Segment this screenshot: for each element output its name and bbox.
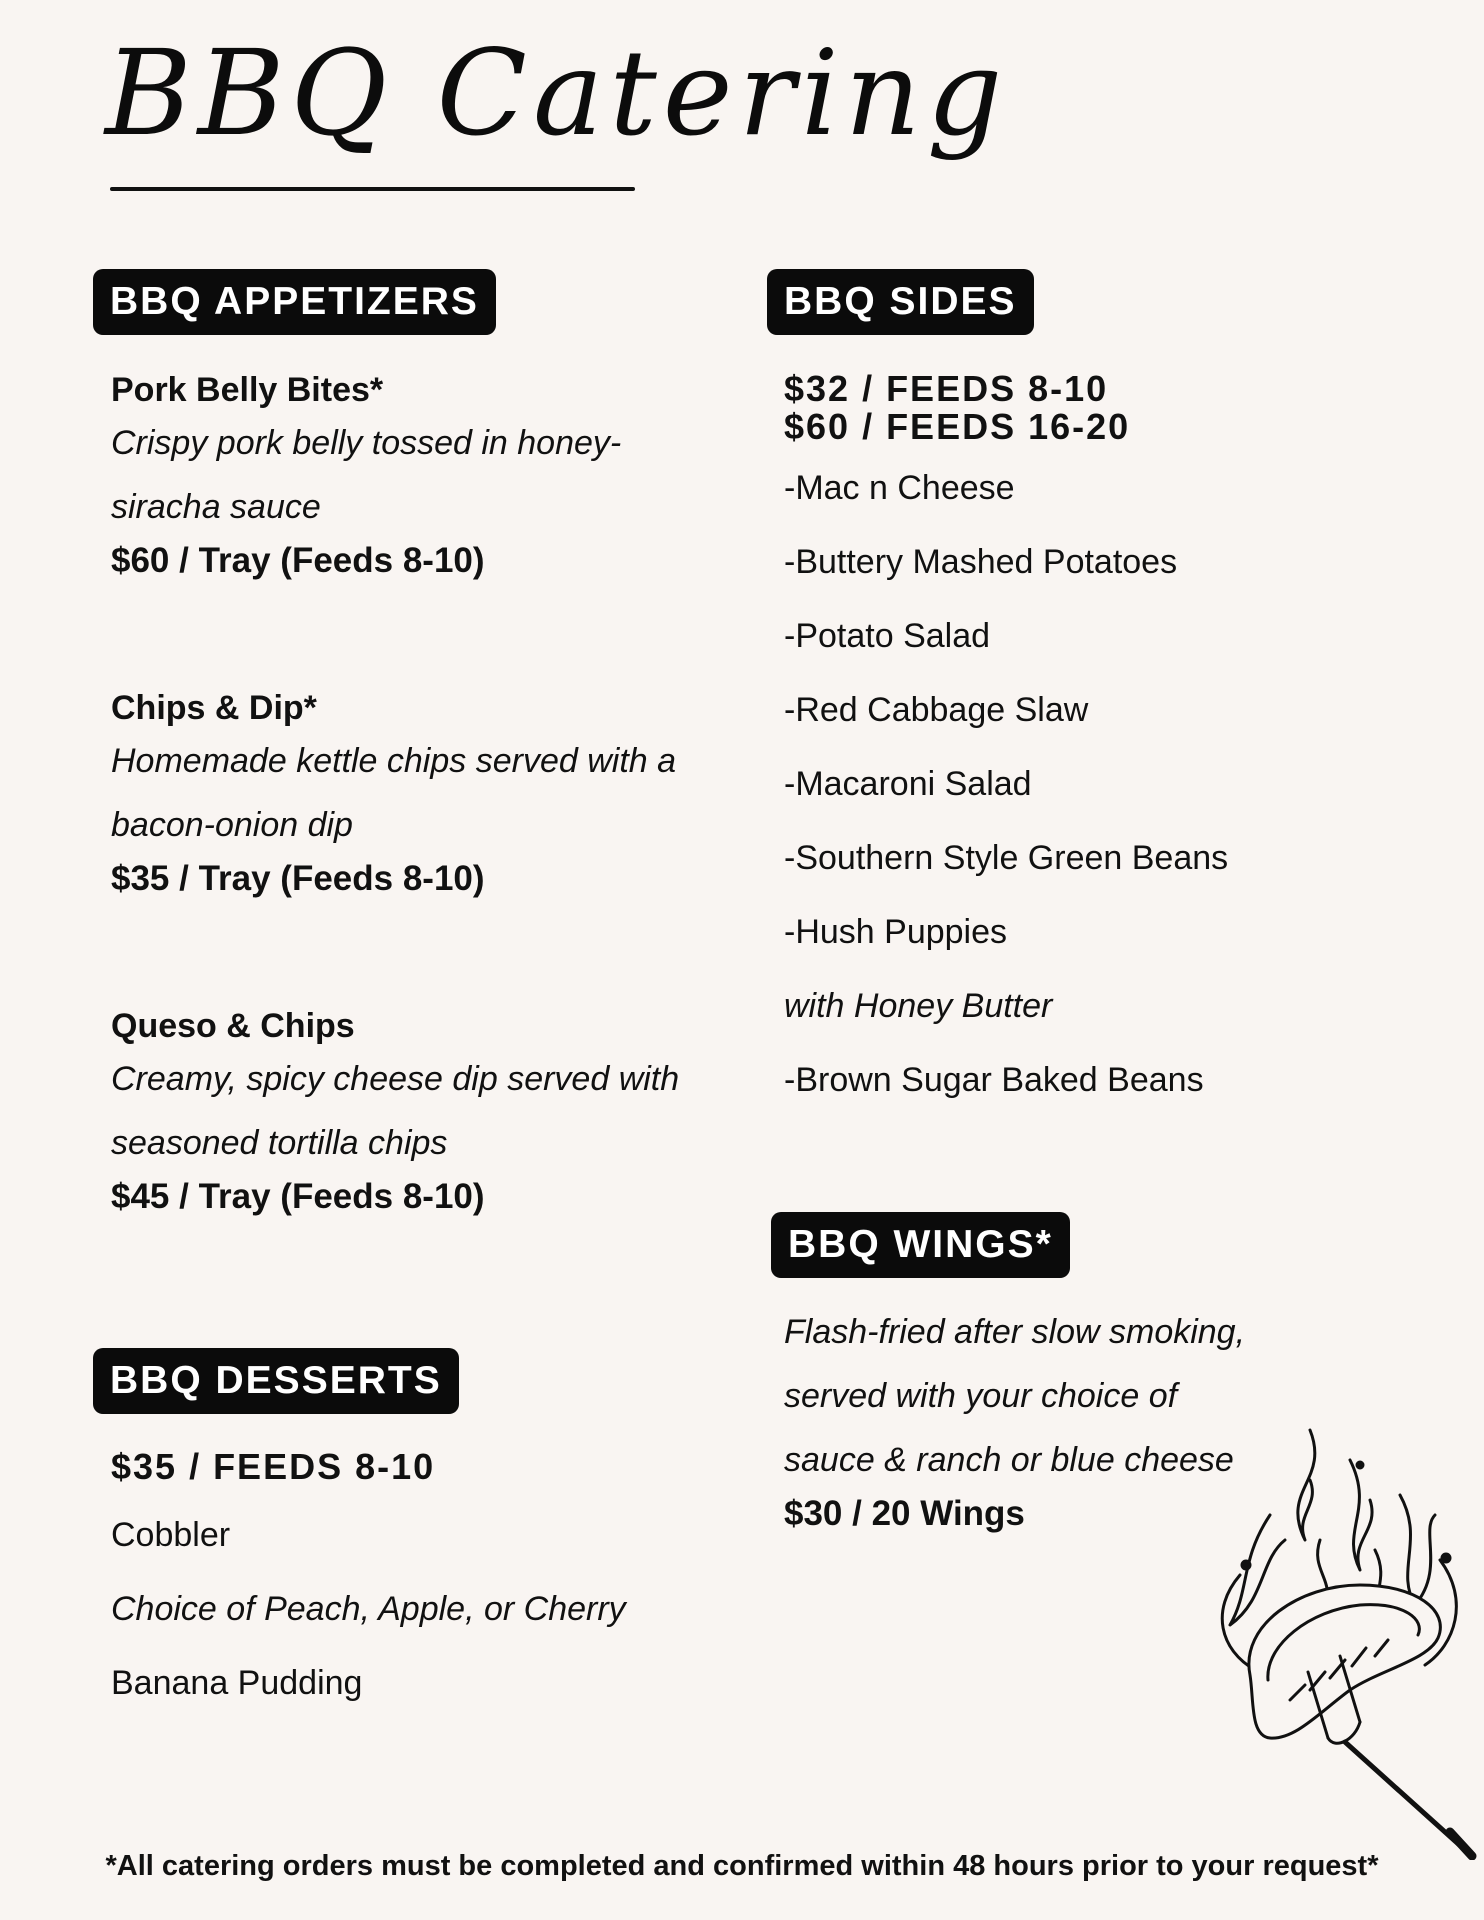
sides-heading: BBQ SIDES <box>767 269 1034 335</box>
wings-block <box>784 1300 1245 1536</box>
sides-price: $60 / FEEDS 16-20 <box>784 406 1131 447</box>
appetizers-heading: BBQ APPETIZERS <box>93 269 496 335</box>
wings-price: $30 / 20 Wings <box>784 1494 1025 1533</box>
list-item: -Potato Salad <box>784 617 991 655</box>
desserts-block <box>111 1448 626 1720</box>
list-item: -Red Cabbage Slaw <box>784 691 1089 729</box>
list-item: -Mac n Cheese <box>784 469 1015 507</box>
item-description: Creamy, spicy cheese dip served with <box>111 1060 680 1098</box>
list-item: -Brown Sugar Baked Beans <box>784 1061 1204 1099</box>
flaming-steak-on-fork-icon <box>1210 1420 1484 1860</box>
item-price: $60 / Tray (Feeds 8-10) <box>111 541 485 580</box>
item-name: Chips & Dip* <box>111 689 317 727</box>
list-item: -Southern Style Green Beans <box>784 839 1229 877</box>
dessert-item: Banana Pudding <box>111 1664 363 1702</box>
item-description: Crispy pork belly tossed in honey- <box>111 424 622 462</box>
desserts-price: $35 / FEEDS 8-10 <box>111 1446 436 1487</box>
sides-list <box>784 451 1228 1117</box>
item-description: seasoned tortilla chips <box>111 1124 448 1162</box>
sides-block <box>784 370 1228 1117</box>
item-name: Queso & Chips <box>111 1007 355 1045</box>
wings-heading: BBQ WINGS* <box>771 1212 1070 1278</box>
dessert-note: Choice of Peach, Apple, or Cherry <box>111 1590 626 1628</box>
title-underline <box>110 187 635 191</box>
footer-note: *All catering orders must be completed and confirmed within 48 hours prior to your request* <box>105 1850 1379 1882</box>
list-item: -Hush Puppies <box>784 913 1008 951</box>
item-description: siracha sauce <box>111 488 321 526</box>
sides-price: $32 / FEEDS 8-10 <box>784 368 1109 409</box>
appetizer-item <box>111 369 621 583</box>
appetizer-item <box>111 687 676 901</box>
list-item: -Buttery Mashed Potatoes <box>784 543 1178 581</box>
item-description: Homemade kettle chips served with a <box>111 742 677 780</box>
item-description: bacon-onion dip <box>111 806 353 844</box>
item-price: $45 / Tray (Feeds 8-10) <box>111 1177 485 1216</box>
page-title: BBQ Catering <box>105 24 1009 162</box>
desserts-heading: BBQ DESSERTS <box>93 1348 459 1414</box>
wings-description: served with your choice of <box>784 1377 1178 1415</box>
item-price: $35 / Tray (Feeds 8-10) <box>111 859 485 898</box>
appetizer-item <box>111 1005 679 1219</box>
item-name: Pork Belly Bites* <box>111 371 384 409</box>
dessert-item: Cobbler <box>111 1516 231 1554</box>
list-item: -Macaroni Salad <box>784 765 1032 803</box>
list-item: with Honey Butter <box>784 987 1053 1025</box>
wings-description: Flash-fried after slow smoking, <box>784 1313 1246 1351</box>
wings-description: sauce & ranch or blue cheese <box>784 1441 1234 1479</box>
